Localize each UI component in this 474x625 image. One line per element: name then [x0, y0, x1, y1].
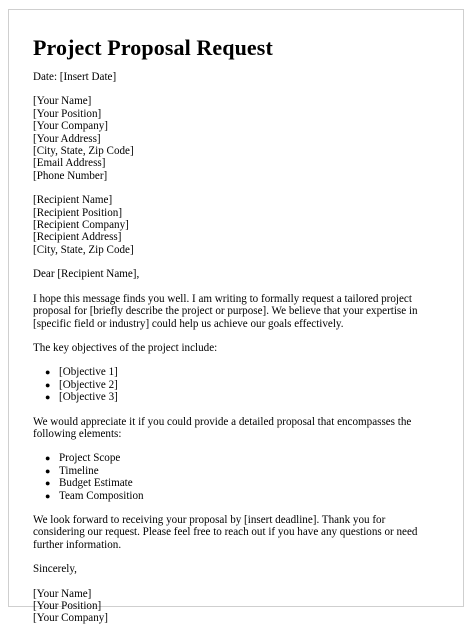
- sender-line: [Your Address]: [33, 132, 101, 145]
- signoff: Sincerely,: [33, 563, 77, 576]
- sender-line: [Your Position]: [33, 107, 102, 120]
- bullet-icon: ●: [45, 478, 51, 489]
- bullet-icon: ●: [45, 490, 51, 501]
- intro-line: proposal for [briefly describe the project or purpose]. We believe that your expertise in: [33, 305, 418, 318]
- letter-content: [33, 10, 445, 625]
- intro-line: [specific field or industry] could help us achieve our goals effectively.: [33, 317, 344, 330]
- closing-line: We look forward to receiving your proposal by [insert deadline]. Thank you for: [33, 513, 386, 526]
- closing-paragraph: [33, 514, 445, 551]
- signature-block: [33, 588, 445, 625]
- recipient-line: [Recipient Company]: [33, 219, 129, 232]
- list-item: [45, 464, 445, 477]
- signature-line: [Your Position]: [33, 600, 102, 612]
- signature-line: [Your Name]: [33, 587, 92, 600]
- elements-list: [33, 452, 445, 502]
- list-item-text: [Objective 1]: [59, 366, 118, 379]
- sender-line: [Phone Number]: [33, 169, 108, 182]
- sender-line: [Email Address]: [33, 157, 106, 170]
- date-line: Date: [Insert Date]: [33, 71, 117, 83]
- recipient-line: [City, State, Zip Code]: [33, 243, 134, 256]
- objectives-intro: The key objectives of the project include:: [33, 341, 218, 354]
- elements-intro-line: We would appreciate it if you could provide a detailed proposal that encompasses the: [33, 415, 412, 428]
- recipient-line: [Recipient Position]: [33, 206, 123, 219]
- sender-line: [Your Company]: [33, 120, 108, 133]
- list-item-text: Budget Estimate: [59, 477, 133, 490]
- bullet-icon: ●: [45, 367, 51, 378]
- list-item-text: Project Scope: [59, 452, 121, 465]
- sender-address-block: [33, 95, 445, 182]
- list-item: [45, 378, 445, 391]
- recipient-line: [Recipient Name]: [33, 194, 113, 207]
- list-item: [45, 366, 445, 379]
- bullet-icon: ●: [45, 453, 51, 464]
- bullet-icon: ●: [45, 465, 51, 476]
- closing-line: further information.: [33, 538, 122, 551]
- intro-paragraph: [33, 293, 445, 330]
- list-item: [45, 489, 445, 502]
- letter-page: [8, 9, 464, 625]
- list-item-text: [Objective 3]: [59, 391, 118, 404]
- recipient-address-block: [33, 194, 445, 256]
- recipient-line: [Recipient Address]: [33, 231, 122, 244]
- bullet-icon: ●: [45, 379, 51, 390]
- list-item-text: Team Composition: [59, 489, 144, 502]
- sender-line: [Your Name]: [33, 95, 92, 108]
- signature-line: [Your Company]: [33, 612, 108, 625]
- list-item-text: Timeline: [59, 464, 99, 477]
- list-item-text: [Objective 2]: [59, 378, 118, 391]
- elements-intro-paragraph: [33, 416, 445, 441]
- list-item: [45, 391, 445, 404]
- intro-line: I hope this message finds you well. I am writing to formally request a tailored project: [33, 292, 412, 305]
- bullet-icon: ●: [45, 392, 51, 403]
- sender-line: [City, State, Zip Code]: [33, 145, 134, 158]
- list-item: [45, 477, 445, 490]
- closing-line: considering our request. Please feel free to reach out if you have any questions or need: [33, 526, 418, 539]
- objectives-list: [33, 366, 445, 403]
- elements-intro-line: following elements:: [33, 427, 122, 440]
- salutation: Dear [Recipient Name],: [33, 268, 140, 281]
- page-title: Project Proposal Request: [33, 35, 273, 60]
- list-item: [45, 452, 445, 465]
